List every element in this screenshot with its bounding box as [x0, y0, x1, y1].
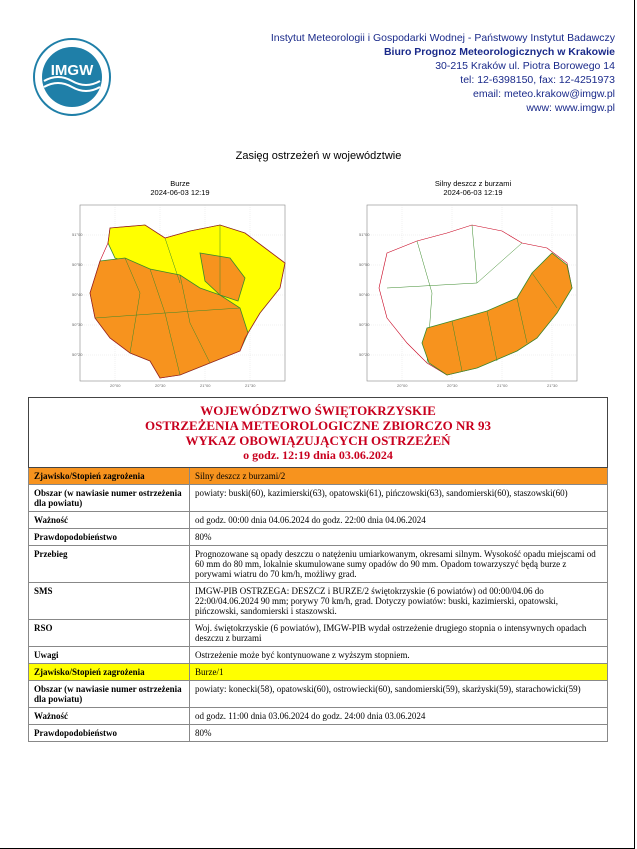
- warning-1-validity: od godz. 00:00 dnia 04.06.2024 do godz. 22:00 dnia 04.06.2024: [190, 512, 608, 529]
- map-deszcz-date: 2024-06-03 12:19: [443, 188, 503, 197]
- office-www[interactable]: www: www.imgw.pl: [526, 102, 615, 114]
- label-remarks: Uwagi: [29, 647, 190, 664]
- title-date: o godz. 12:19 dnia 03.06.2024: [243, 448, 393, 462]
- map-deszcz-title: Silny deszcz z burzami: [434, 179, 512, 188]
- label-probability: Prawdopodobieństwo: [29, 529, 190, 546]
- institute-name: Instytut Meteorologii i Gospodarki Wodnej - Państwowy Instytut Badawczy: [270, 32, 615, 44]
- warning-1-phenomenon-row: [29, 468, 608, 485]
- warning-1-rso-row: [29, 620, 608, 647]
- title-warnings-number: OSTRZEŻENIA METEOROLOGICZNE ZBIORCZO NR 93: [144, 418, 492, 433]
- warning-1-sms: IMGW-PIB OSTRZEGA: DESZCZ i BURZE/2 świętokrzyskie (6 powiatów) od 00:00/04.06 do 22:00/04.06.2024 90 mm; porywy 70 km/h, grad. Dotyczy powiatów: buski, kazimierski, opatowski, pińczowski, sandomierski i staszowski.: [190, 583, 608, 620]
- warning-1-probability-row: [29, 529, 608, 546]
- label-area: Obszar (w nawiasie numer ostrzeżenia dla powiatu): [29, 485, 190, 512]
- label-validity: Ważność: [29, 512, 190, 529]
- logo-text: IMGW: [50, 62, 94, 79]
- svg-text:21°30: 21°30: [547, 383, 558, 388]
- warning-2-probability: 80%: [190, 725, 608, 742]
- warning-2-area: powiaty: konecki(58), opatowski(60), ostrowiecki(60), sandomierski(59), skarżyski(59), starachowicki(59): [190, 681, 608, 708]
- svg-text:50°40: 50°40: [72, 292, 83, 297]
- svg-text:51°00: 51°00: [359, 232, 370, 237]
- svg-text:50°50: 50°50: [72, 262, 83, 267]
- warning-1-area: powiaty: buski(60), kazimierski(63), opatowski(61), pińczowski(63), sandomierski(60), staszowski(60): [190, 485, 608, 512]
- office-phone: tel: 12-6398150, fax: 12-4251973: [460, 74, 615, 86]
- label-sms: SMS: [29, 583, 190, 620]
- imgw-logo: [32, 37, 112, 117]
- document-title: [29, 398, 608, 468]
- svg-text:21°00: 21°00: [497, 383, 508, 388]
- svg-text:50°30: 50°30: [72, 322, 83, 327]
- svg-text:50°40: 50°40: [359, 292, 370, 297]
- svg-text:20°00: 20°00: [110, 383, 121, 388]
- warning-2-validity-row: [29, 708, 608, 725]
- office-email[interactable]: email: meteo.krakow@imgw.pl: [473, 88, 615, 100]
- institute-header: [271, 31, 615, 115]
- warning-2-phenomenon-row: [29, 664, 608, 681]
- warning-1-sms-row: [29, 583, 608, 620]
- warning-1-course-row: [29, 546, 608, 583]
- map-deszcz-caption: [413, 179, 533, 197]
- map-burze-title: Burze: [170, 179, 190, 188]
- svg-text:20°30: 20°30: [447, 383, 458, 388]
- warning-1-remarks-row: [29, 647, 608, 664]
- svg-text:20°00: 20°00: [397, 383, 408, 388]
- warning-1-phenomenon: Silny deszcz z burzami/2: [190, 468, 608, 485]
- label-rso: RSO: [29, 620, 190, 647]
- svg-text:20°30: 20°30: [155, 383, 166, 388]
- office-address: 30-215 Kraków ul. Piotra Borowego 14: [435, 60, 615, 72]
- svg-text:51°00: 51°00: [72, 232, 83, 237]
- map-silny-deszcz: [357, 203, 582, 388]
- title-province: WOJEWÓDZTWO ŚWIĘTOKRZYSKIE: [200, 403, 436, 418]
- section-title: Zasięg ostrzeżeń w województwie: [235, 150, 402, 162]
- svg-text:21°00: 21°00: [200, 383, 211, 388]
- warning-2-validity: od godz. 11:00 dnia 03.06.2024 do godz. 24:00 dnia 03.06.2024: [190, 708, 608, 725]
- warnings-table: [28, 397, 608, 742]
- svg-text:50°20: 50°20: [359, 352, 370, 357]
- office-name: Biuro Prognoz Meteorologicznych w Krakowie: [383, 46, 615, 58]
- warning-2-area-row: [29, 681, 608, 708]
- warning-1-area-row: [29, 485, 608, 512]
- label-validity-2: Ważność: [29, 708, 190, 725]
- title-list: WYKAZ OBOWIĄZUJĄCYCH OSTRZEŻEŃ: [185, 433, 451, 448]
- warning-1-remarks: Ostrzeżenie może być kontynuowane z wyższym stopniem.: [190, 647, 608, 664]
- svg-text:50°50: 50°50: [359, 262, 370, 267]
- map-burze-date: 2024-06-03 12:19: [150, 188, 210, 197]
- warning-2-probability-row: [29, 725, 608, 742]
- warning-1-course: Prognozowane są opady deszczu o natężeniu umiarkowanym, okresami silnym. Wysokość opadu miejscami od 60 mm do 80 mm, lokalnie skumulowane sumy opadów do 90 mm. Opadom towarzyszyć będą burze z porywami wiatru do 70 km/h, możliwy grad.: [190, 546, 608, 583]
- label-area-2: Obszar (w nawiasie numer ostrzeżenia dla powiatu): [29, 681, 190, 708]
- svg-text:50°30: 50°30: [359, 322, 370, 327]
- label-phenomenon-2: Zjawisko/Stopień zagrożenia: [29, 664, 190, 681]
- label-course: Przebieg: [29, 546, 190, 583]
- label-phenomenon: Zjawisko/Stopień zagrożenia: [29, 468, 190, 485]
- label-probability-2: Prawdopodobieństwo: [29, 725, 190, 742]
- warning-2-phenomenon: Burze/1: [190, 664, 608, 681]
- svg-text:21°30: 21°30: [245, 383, 256, 388]
- warning-1-probability: 80%: [190, 529, 608, 546]
- map-burze-caption: [130, 179, 230, 197]
- warning-1-validity-row: [29, 512, 608, 529]
- map-burze: [70, 203, 290, 388]
- warning-1-rso: Woj. świętokrzyskie (6 powiatów), IMGW-PIB wydał ostrzeżenie drugiego stopnia o intensywnych opadach deszczu z burzami: [190, 620, 608, 647]
- svg-text:50°20: 50°20: [72, 352, 83, 357]
